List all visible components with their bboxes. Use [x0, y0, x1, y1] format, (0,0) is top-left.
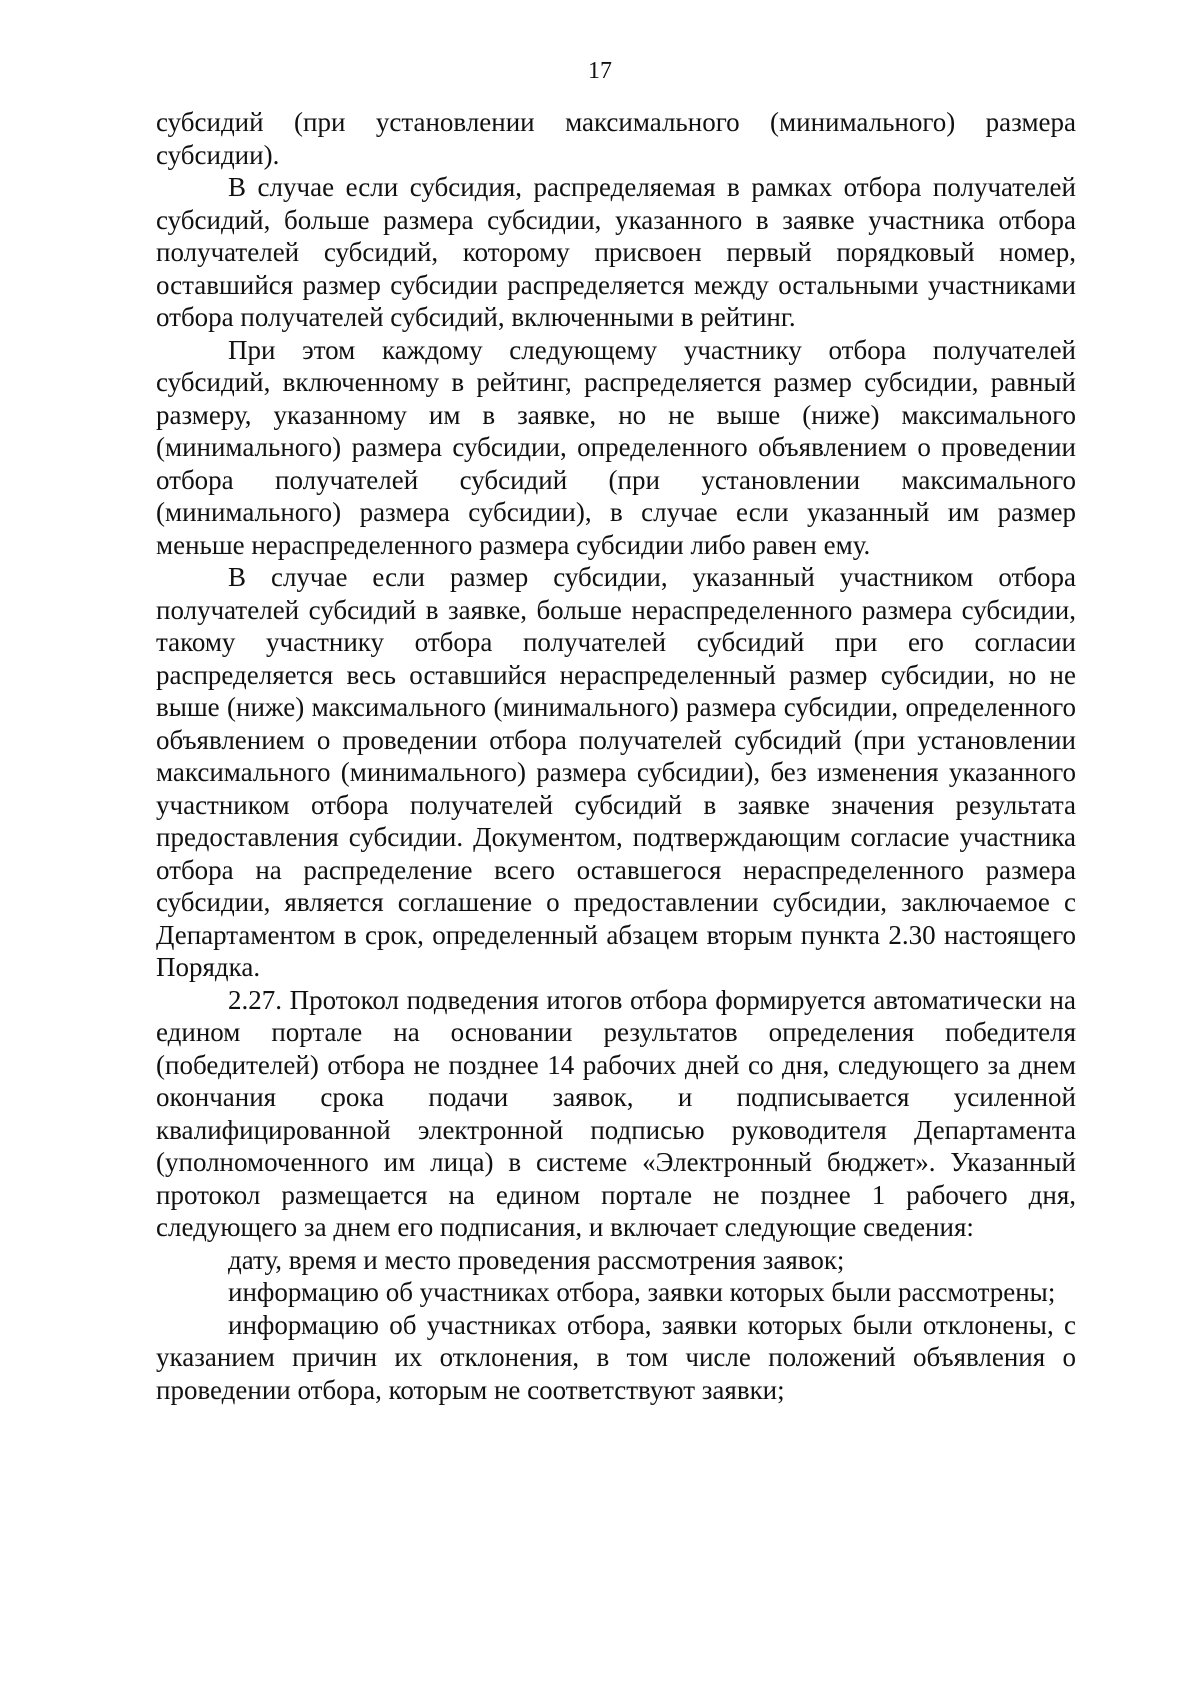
page-number: 17 — [588, 58, 612, 84]
list-item-reviewed-participants: информацию об участниках отбора, заявки которых были рассмотрены; — [228, 1277, 1056, 1307]
paragraph-larger-request: В случае если размер субсидии, указанный участником отбора получателей субсидий в заявке, больше нераспределенного размера субсидии, такому участнику отбора получателей субсидий при его согласии распределяется весь оставшийся нераспределенный размер субсидии, но не выше (ниже) максимального (минимального) размера субсидии, определенного объявлением о проведении отбора получателей субсидий (при установлении максимального (минимального) размера субсидии), без изменения указанного участником отбора получателей субсидий в заявке значения результата предоставления субсидии. Документом, подтверждающим согласие участника отбора на распределение всего оставшегося нераспределенного размера субсидии, является соглашение о предоставлении субсидии, заключаемое с Департаментом в срок, определенный абзацем вторым пункта 2.30 настоящего Порядка. — [156, 562, 1076, 982]
paragraph-continuation: субсидий (при установлении максимального (минимального) размера субсидии). — [156, 107, 1076, 170]
paragraph-remaining-distribution: В случае если субсидия, распределяемая в рамках отбора получателей субсидий, больше размера субсидии, указанного в заявке участника отбора получателей субсидий, которому присвоен первый порядковый номер, оставшийся размер субсидии распределяется между остальными участниками отбора получателей субсидий, включенными в рейтинг. — [156, 172, 1076, 332]
paragraph-next-participant: При этом каждому следующему участнику отбора получателей субсидий, включенному в рейтинг, распределяется размер субсидии, равный размеру, указанному им в заявке, но не выше (ниже) максимального (минимального) размера субсидии, определенного объявлением о проведении отбора получателей субсидий (при установлении максимального (минимального) размера субсидии), в случае если указанный им размер меньше нераспределенного размера субсидии либо равен ему. — [156, 334, 1076, 560]
document-body — [156, 106, 1076, 1406]
list-item-rejected-participants: информацию об участниках отбора, заявки которых были отклонены, с указанием причин их отклонения, в том числе положений объявления о проведении отбора, которым не соответствуют заявки; — [156, 1309, 1076, 1405]
list-item-date-time-place: дату, время и место проведения рассмотрения заявок; — [228, 1244, 845, 1275]
paragraph-clause-2-27: 2.27. Протокол подведения итогов отбора формируется автоматически на едином портале на основании результатов определения победителя (победителей) отбора не позднее 14 рабочих дней со дня, следующего за днем окончания срока подачи заявок, и подписывается усиленной квалифицированной электронной подписью руководителя Департамента (уполномоченного им лица) в системе «Электронный бюджет». Указанный протокол размещается на едином портале не позднее 1 рабочего дня, следующего за днем его подписания, и включает следующие сведения: — [156, 984, 1076, 1242]
